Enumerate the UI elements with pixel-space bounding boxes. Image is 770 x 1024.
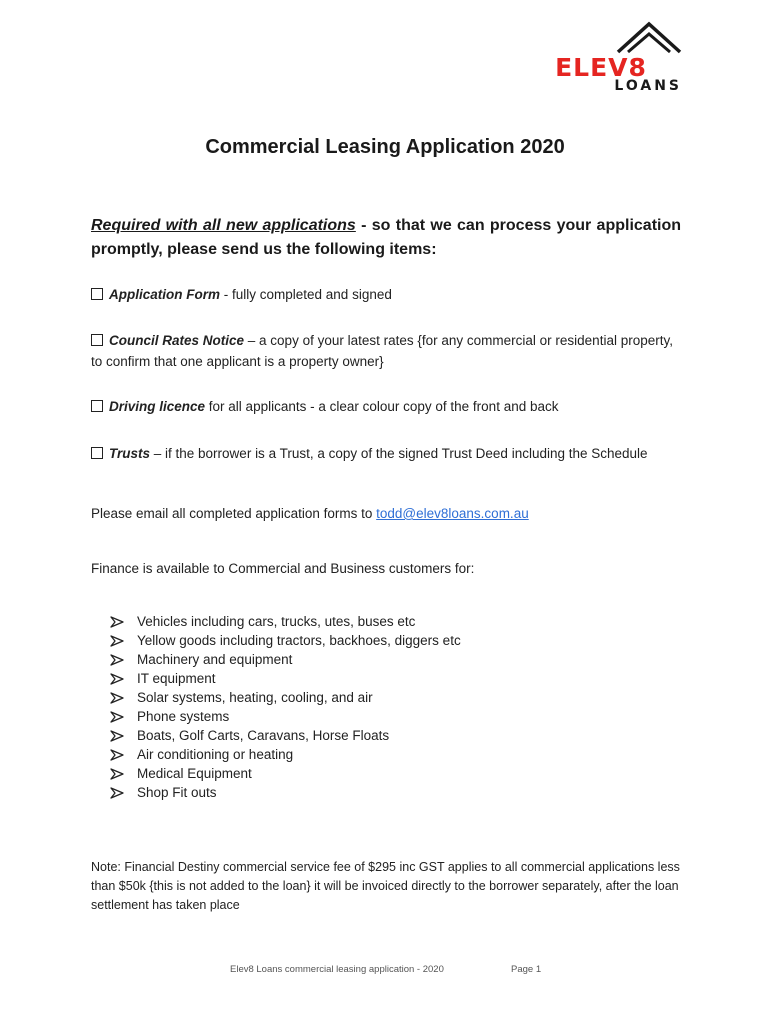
list-item: Boats, Golf Carts, Caravans, Horse Floats	[110, 726, 461, 745]
fee-note: Note: Financial Destiny commercial service fee of $295 inc GST applies to all commercial applications less than $50k {this is not added to the loan} it will be invoiced directly to the borrower separately, after the loan settlement has taken place	[91, 860, 680, 912]
finance-intro: Finance is available to Commercial and Business customers for:	[91, 561, 475, 576]
checkbox[interactable]	[91, 447, 103, 459]
logo-sub: LOANS	[614, 78, 682, 92]
list-item: Shop Fit outs	[110, 783, 461, 802]
finance-list	[110, 612, 461, 802]
arrow-bullet-icon	[110, 730, 124, 742]
required-rest: - so that we can process your application promptly, please send us the following items:	[91, 217, 682, 258]
list-item: IT equipment	[110, 669, 461, 688]
arrow-bullet-icon	[110, 711, 124, 723]
arrow-bullet-icon	[110, 787, 124, 799]
logo-word: ELEV8	[555, 53, 647, 82]
arrow-bullet-icon	[110, 673, 124, 685]
checklist-item-trusts: Trusts – if the borrower is a Trust, a copy of the signed Trust Deed including the Schedule	[91, 443, 686, 464]
arrow-bullet-icon	[110, 654, 124, 666]
arrow-bullet-icon	[110, 749, 124, 761]
checklist-item-council-rates: Council Rates Notice – a copy of your latest rates {for any commercial or residential property, to confirm that one applicant is a property owner}	[91, 333, 673, 369]
list-item: Solar systems, heating, cooling, and air	[110, 688, 461, 707]
arrow-bullet-icon	[110, 692, 124, 704]
list-item: Phone systems	[110, 707, 461, 726]
footer-document-title: Elev8 Loans commercial leasing application - 2020	[230, 964, 444, 975]
list-item: Yellow goods including tractors, backhoes, diggers etc	[110, 631, 461, 650]
required-intro	[91, 214, 681, 262]
checkbox[interactable]	[91, 400, 103, 412]
footer-page-number: Page 1	[511, 964, 542, 975]
arrow-bullet-icon	[110, 616, 124, 628]
list-item: Air conditioning or heating	[110, 745, 461, 764]
list-item: Vehicles including cars, trucks, utes, buses etc	[110, 612, 461, 631]
email-instruction: Please email all completed application forms to todd@elev8loans.com.au	[91, 506, 529, 521]
checkbox[interactable]	[91, 334, 103, 346]
arrow-bullet-icon	[110, 635, 124, 647]
checkbox[interactable]	[91, 288, 103, 300]
list-item: Machinery and equipment	[110, 650, 461, 669]
arrow-bullet-icon	[110, 768, 124, 780]
page-title: Commercial Leasing Application 2020	[205, 136, 565, 158]
required-lead: Required with all new applications	[91, 217, 356, 234]
elev8-loans-logo	[520, 20, 682, 92]
email-link[interactable]: todd@elev8loans.com.au	[376, 506, 529, 521]
list-item: Medical Equipment	[110, 764, 461, 783]
checklist-item-application-form: Application Form - fully completed and signed	[91, 284, 686, 305]
checklist-item-driving-licence: Driving licence for all applicants - a clear colour copy of the front and back	[91, 396, 686, 417]
